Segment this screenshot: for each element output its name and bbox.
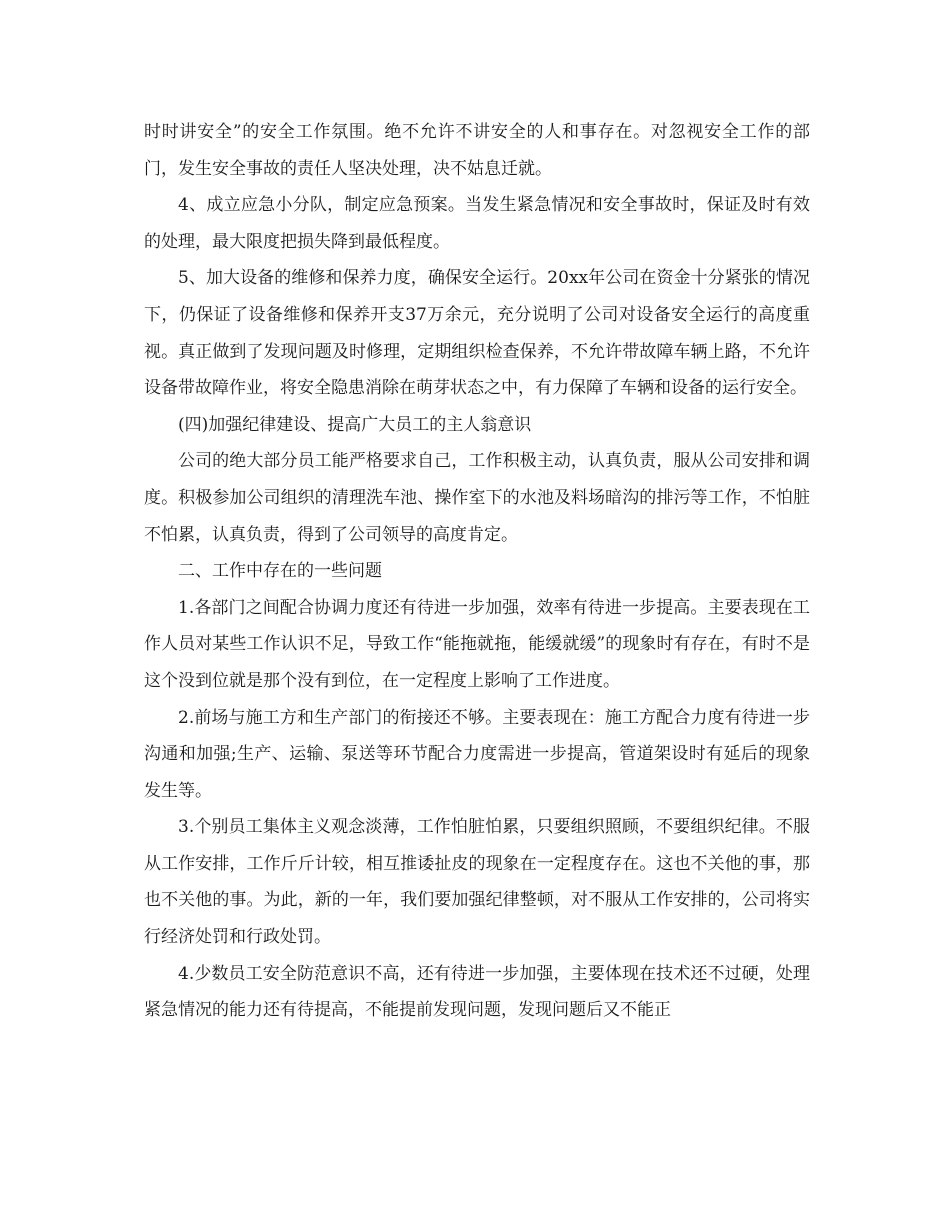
paragraph-item-4: 4、成立应急小分队，制定应急预案。当发生紧急情况和安全事故时，保证及时有效的处理，最大限度把损失降到最低程度。 (144, 195, 810, 252)
paragraph-problem-3: 3.个别员工集体主义观念淡薄，工作怕脏怕累，只要组织照顾，不要组织纪律。不服从工作安排，工作斤斤计较，相互推诿扯皮的现象在一定程度存在。这也不关他的事，那也不关他的事。为此，新的一年，我们要加强纪律整顿，对不服从工作安排的，公司将实行经济处罚和行政处罚。 (144, 817, 810, 948)
paragraph-problem-4: 4.少数员工安全防范意识不高，还有待进一步加强，主要体现在技术还不过硬，处理紧急情况的能力还有待提高，不能提前发现问题，发现问题后又不能正 (144, 963, 810, 1021)
paragraph-continuation: 时时讲安全”的安全工作氛围。绝不允许不讲安全的人和事存在。对忽视安全工作的部门，发生安全事故的责任人坚决处理，决不姑息迁就。 (144, 122, 810, 179)
document-body (144, 114, 810, 1029)
paragraph-problem-1: 1.各部门之间配合协调力度还有待进一步加强，效率有待进一步提高。主要表现在工作人员对某些工作认识不足，导致工作“能拖就拖，能缓就缓”的现象时有存在，有时不是这个没到位就是那个没有到位，在一定程度上影响了工作进度。 (144, 597, 810, 691)
section-heading-problems: 二、工作中存在的一些问题 (178, 561, 382, 582)
paragraph-problem-2: 2.前场与施工方和生产部门的衔接还不够。主要表现在：施工方配合力度有待进一步沟通和加强;生产、运输、泵送等环节配合力度需进一步提高，管道架设时有延后的现象发生等。 (144, 707, 810, 801)
section-heading-4: (四)加强纪律建设、提高广大员工的主人翁意识 (178, 414, 532, 435)
paragraph-discipline: 公司的绝大部分员工能严格要求自己，工作积极主动，认真负责，服从公司安排和调度。积极参加公司组织的清理洗车池、操作室下的水池及料场暗沟的排污等工作，不怕脏不怕累，认真负责，得到了公司领导的高度肯定。 (144, 451, 810, 545)
paragraph-item-5: 5、加大设备的维修和保养力度，确保安全运行。20xx年公司在资金十分紧张的情况下，仍保证了设备维修和保养开支37万余元，充分说明了公司对设备安全运行的高度重视。真正做到了发现问题及时修理，定期组织检查保养，不允许带故障车辆上路，不允许设备带故障作业，将安全隐患消除在萌芽状态之中，有力保障了车辆和设备的运行安全。 (144, 268, 810, 399)
